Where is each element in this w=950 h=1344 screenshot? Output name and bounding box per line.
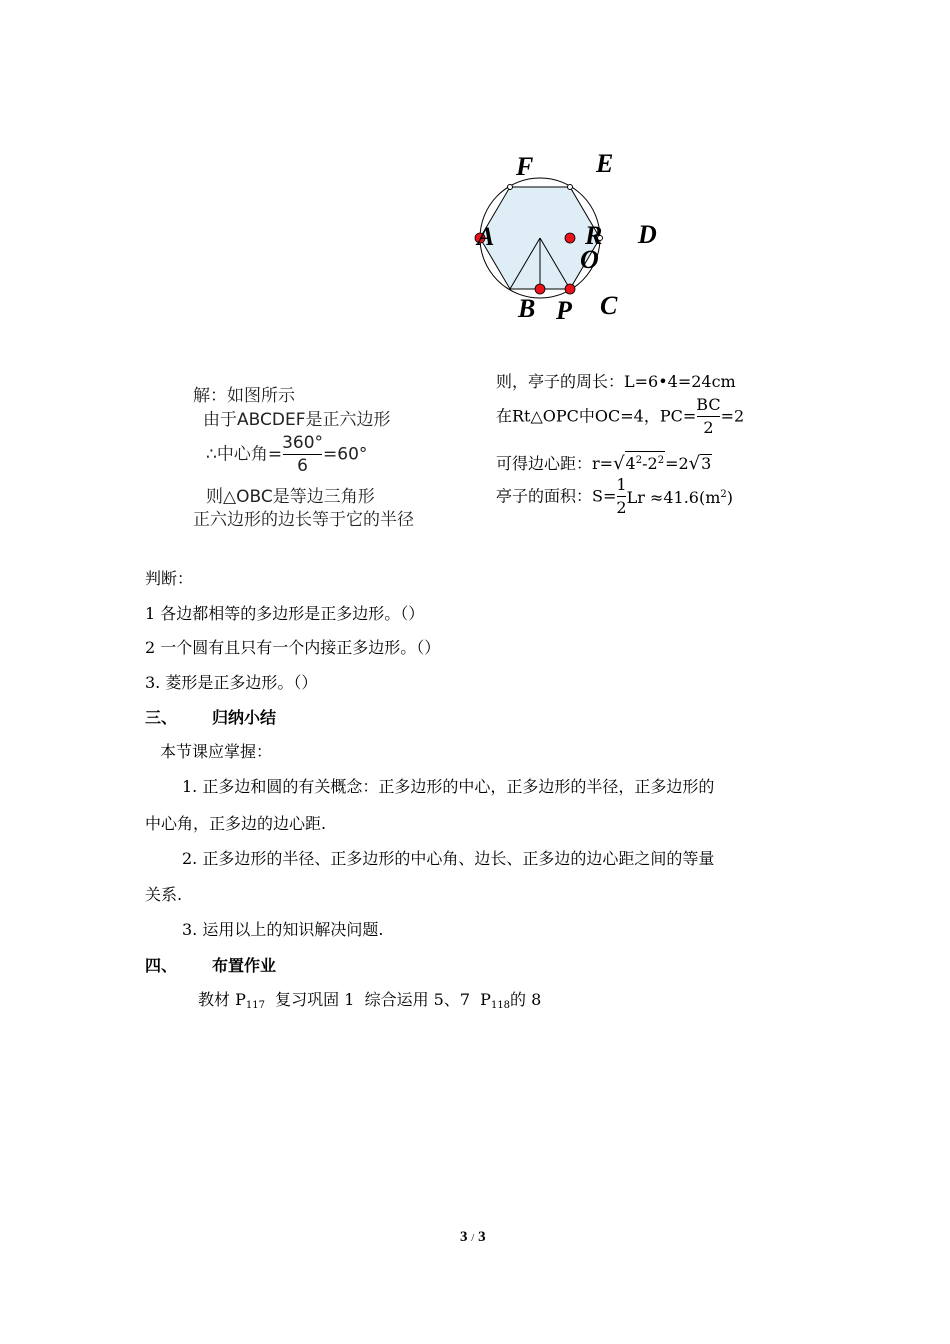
pc-value: =2 [720, 406, 745, 426]
label-f: F [516, 152, 534, 181]
central-angle-fraction [282, 432, 323, 477]
label-c: C [600, 291, 618, 320]
fraction-denominator: 2 [703, 418, 714, 437]
label-p: P [556, 296, 572, 325]
area-prefix: 亭子的面积：S= [496, 486, 617, 506]
fraction-numerator: 1 [616, 475, 627, 494]
section3-number: 三、 [145, 708, 178, 727]
solution-right-line4: 亭子的面积：S= $\frac{1}{2}$ $Lr \approx 41.6(m^2)$ [496, 475, 733, 517]
label-b: B [518, 294, 536, 323]
judge-item-2: 2 一个圆有且只有一个内接正多边形。（） [145, 638, 441, 657]
central-angle-prefix: ∴中心角= [206, 444, 283, 465]
section3-p1-line1: 1. 正多边和圆的有关概念：正多边形的中心，正多边形的半径，正多边形的 [182, 777, 715, 796]
central-angle-suffix: =60° [323, 444, 368, 465]
solution-right-line3: 可得边心距：$r=√4^2-2^2=2√3$ [496, 453, 712, 474]
label-r: R [585, 221, 603, 250]
solution-right-line2 [496, 394, 744, 439]
judge-item-1: 1 各边都相等的多边形是正多边形。（） [145, 604, 425, 623]
area-value: Lr ≈41.6(m [626, 488, 721, 507]
point-o [565, 233, 575, 243]
fraction-numerator: BC [696, 395, 721, 414]
point-f [508, 185, 513, 190]
judge-item-3: 3. 菱形是正多边形。（） [145, 673, 318, 692]
section4-number: 四、 [145, 956, 178, 975]
section3-p2-line1: 2. 正多边形的半径、正多边形的中心角、边长、正多边的边心距之间的等量 [182, 849, 715, 868]
sqrt-root: 3 [701, 454, 712, 473]
page-total: 3 [478, 1229, 486, 1245]
section3-p3: 3. 运用以上的知识解决问题. [182, 920, 384, 939]
judge-title: 判断： [145, 569, 194, 588]
label-a: A [477, 222, 495, 251]
label-e: E [596, 149, 614, 178]
apothem-prefix: 可得边心距：r= [496, 454, 614, 473]
solution-right-line1: 则，亭子的周长：L=6•4=24cm [496, 372, 736, 391]
section3-p2-line2: 关系. [145, 885, 183, 904]
solution-left-line1: 解：如图所示 [193, 386, 295, 406]
page-current: 3 [460, 1229, 468, 1245]
fraction-denominator: 2 [616, 498, 627, 517]
triangle-prefix: 在Rt△OPC中OC=4，PC= [496, 406, 697, 426]
section3-title: 归纳小结 [212, 708, 277, 727]
label-d: D [638, 220, 657, 249]
homework-line: 教材 $P_{117}$ 复习巩固 1 综合运用 5、7 $P_{118}$的 8 [198, 990, 542, 1011]
page-number [460, 1229, 486, 1246]
section3-intro: 本节课应掌握： [160, 742, 273, 761]
page-separator: / [471, 1232, 475, 1244]
fraction-numerator: 360° [282, 433, 324, 453]
section3-p1-line2: 中心角，正多边的边心距. [145, 814, 327, 833]
apothem-result: =2 [665, 454, 689, 473]
solution-left-line4: 则△OBC是等边三角形 [206, 487, 375, 507]
fraction-denominator: 6 [297, 456, 308, 476]
point-b [535, 284, 545, 294]
solution-left-line5: 正六边形的边长等于它的半径 [193, 510, 414, 530]
sqrt-expression: $4^2-2^2$ [625, 451, 666, 473]
solution-left-line2: 由于ABCDEF是正六边形 [203, 410, 391, 430]
point-p [565, 284, 575, 294]
solution-left-line3 [206, 432, 367, 477]
point-e [568, 185, 573, 190]
pc-fraction [696, 394, 720, 439]
section4-title: 布置作业 [212, 956, 277, 975]
half-fraction [616, 474, 626, 519]
label-o: O [580, 245, 599, 274]
